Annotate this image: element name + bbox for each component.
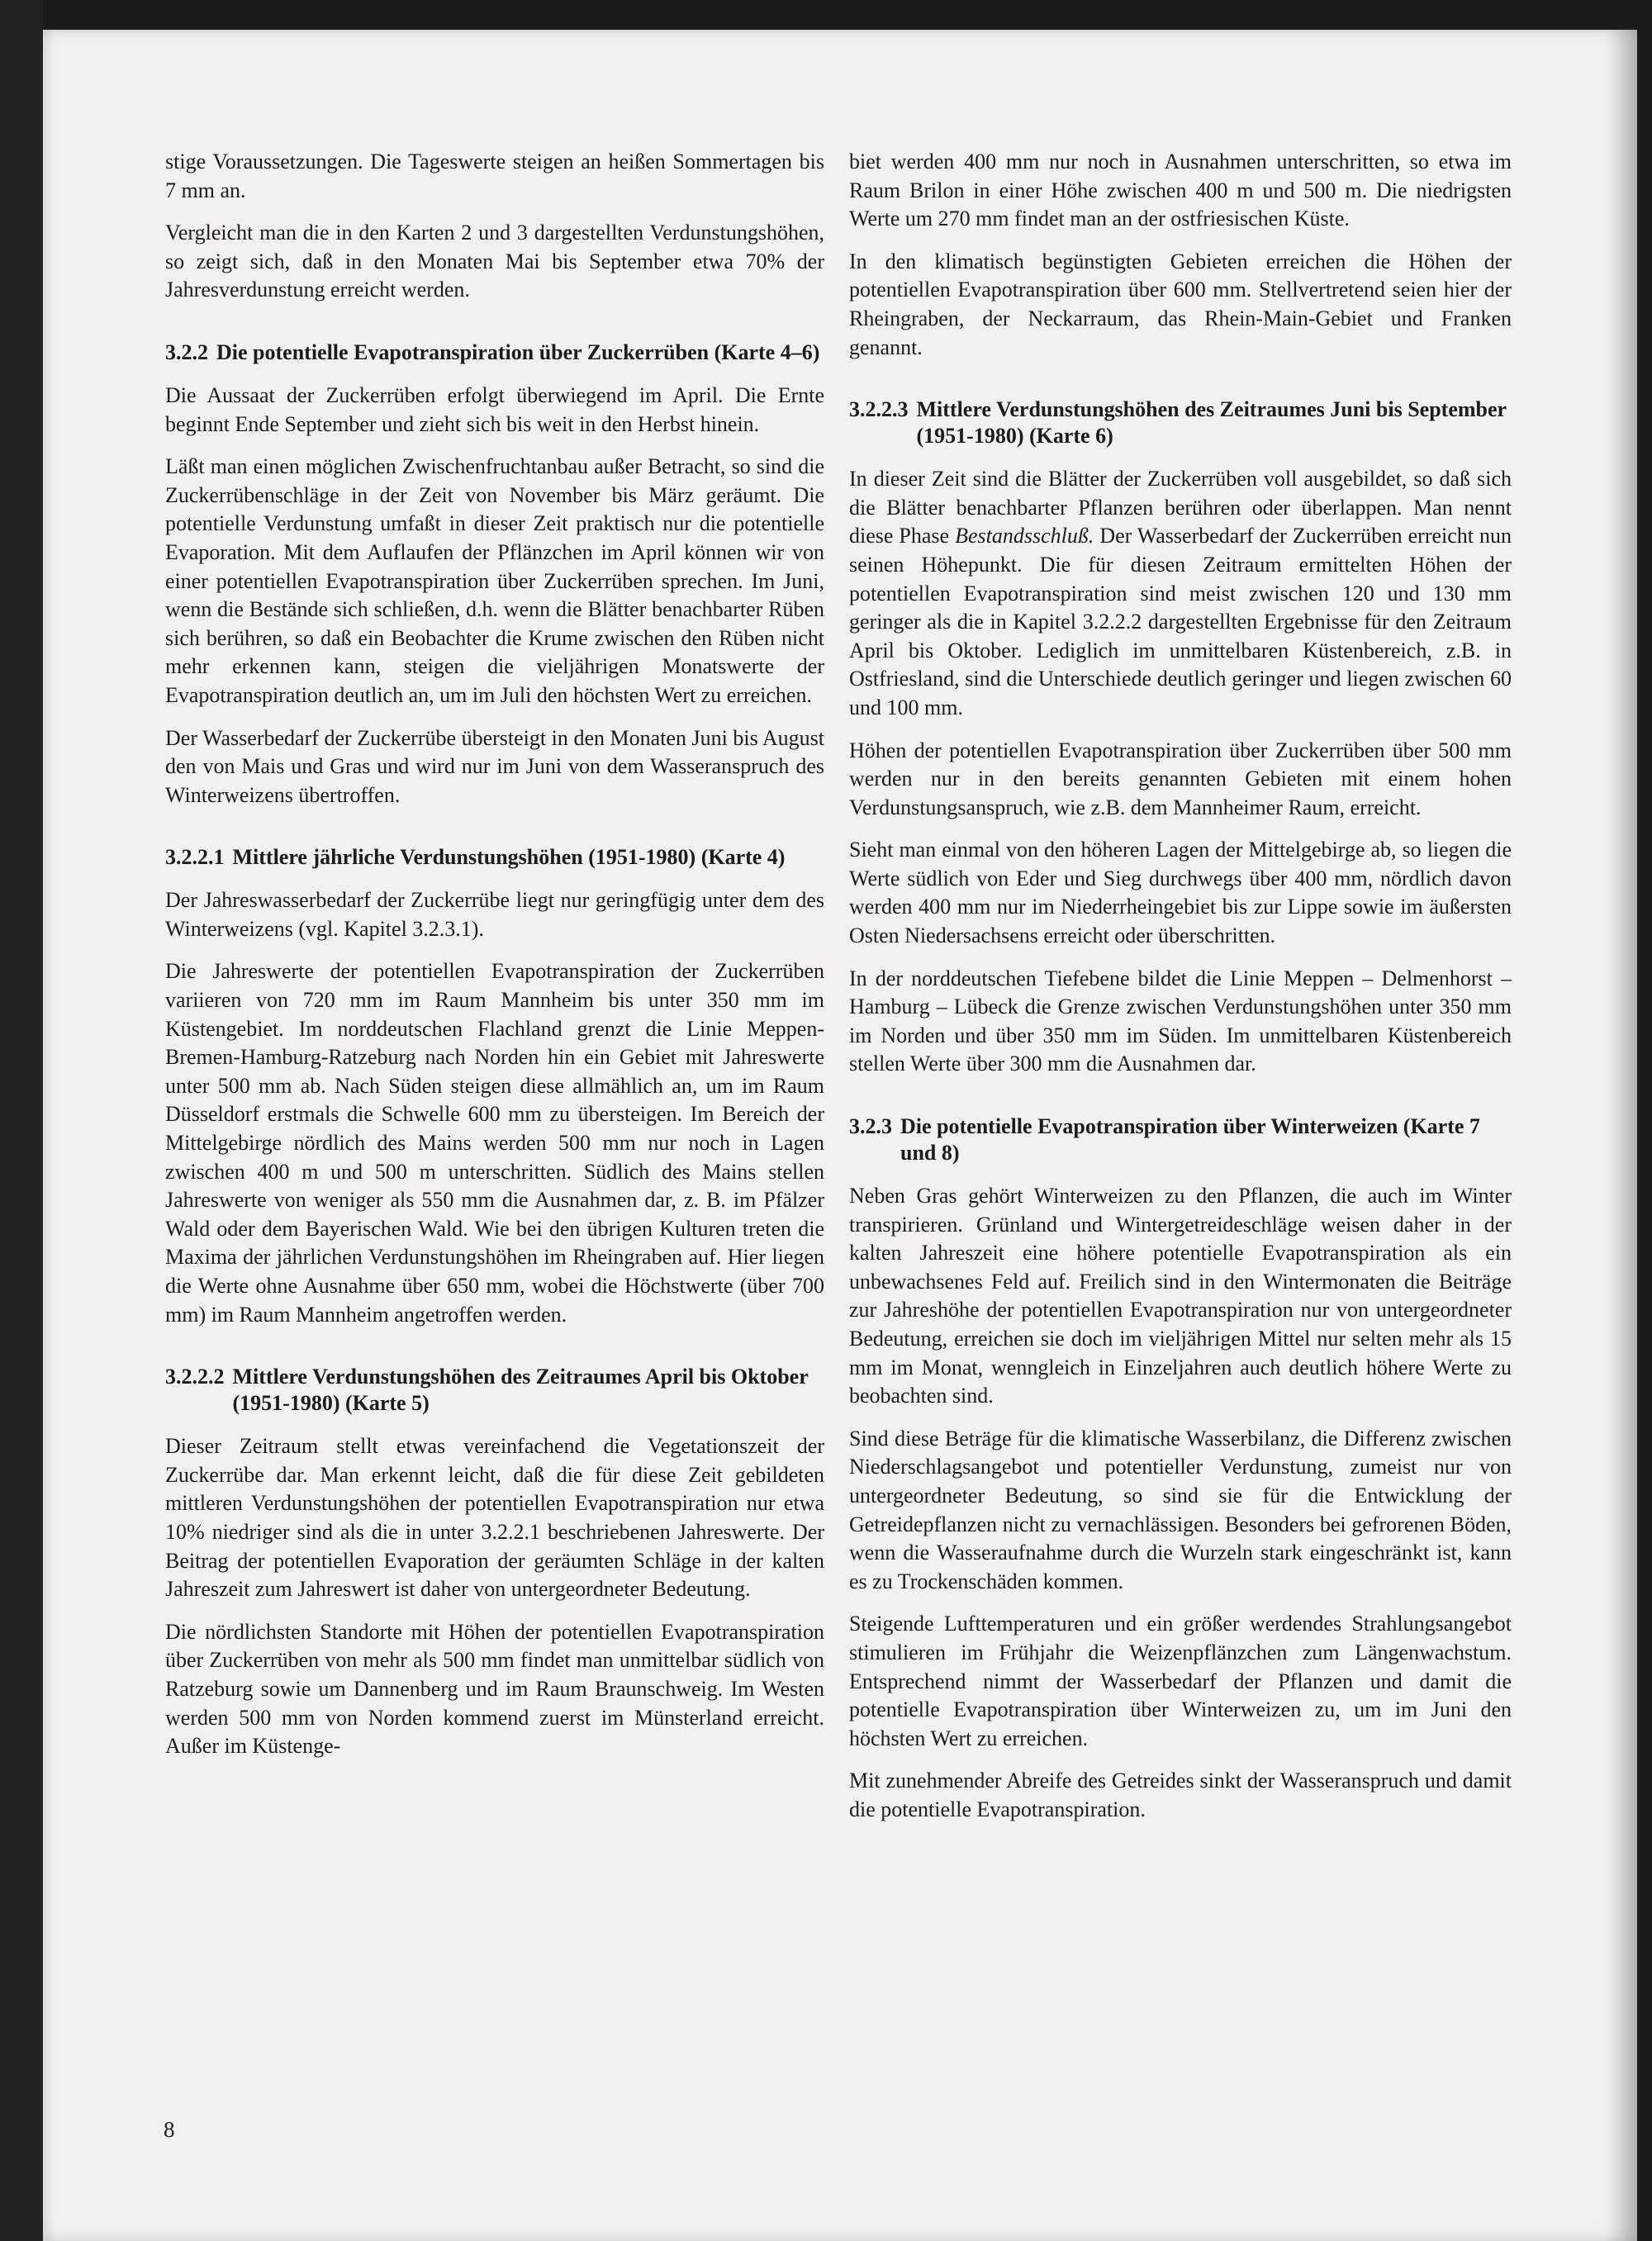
paragraph: Der Jahreswasserbedarf der Zuckerrübe liegt nur geringfügig unter dem des Winterweizens (vgl. Kapitel 3.2.3.1). <box>165 888 824 941</box>
section-title: Mittlere jährliche Verdunstungshöhen (1951-1980) (Karte 4) <box>232 845 786 870</box>
section-title: Mittlere Verdunstungshöhen des Zeitraumes Juni bis September (1951-1980) (Karte 6) <box>916 397 1507 449</box>
paragraph: In der norddeutschen Tiefebene bildet die Linie Meppen – Delmenhorst – Hamburg – Lübeck die Grenze zwischen Verdunstungshöhen unter 350 mm im Norden und über 350 mm im Süden. Im unmittelbaren Küstenbereich stellen Werte über 300 mm die Ausnahmen dar. <box>849 966 1512 1076</box>
paragraph: Neben Gras gehört Winterweizen zu den Pflanzen, die auch im Winter transpirieren. Grünland und Wintergetreideschläge weisen daher in der kalten Jahreszeit eine höhere potentielle Evapotranspiration als ein unbewachsenes Feld auf. Freilich sind in den Wintermonaten die Beiträge zur Jahreshöhe der potentiellen Evapotranspiration nur von untergeordneter Bedeutung, erreichen sie doch im vieljährigen Mittel nur selten mehr als 15 mm im Monat, wenngleich in Einzeljahren auch deutlich höhere Werte zu beobachten sind. <box>849 1184 1512 1408</box>
section-title: Mittlere Verdunstungshöhen des Zeitraumes April bis Oktober (1951-1980) (Karte 5) <box>232 1365 809 1416</box>
paragraph: Die nördlichsten Standorte mit Höhen der potentiellen Evapotranspiration über Zuckerrüben von mehr als 500 mm findet man unmittelbar südlich von Ratzeburg sowie um Dannenberg und im Raum Braunschweig. Im Westen werden 500 mm von Norden kommend zuerst im Münsterland erreicht. Außer im Küstenge- <box>165 1619 824 1759</box>
paragraph: Sind diese Beträge für die klimatische Wasserbilanz, die Differenz zwischen Niederschlagsangebot und potentieller Verdunstung, zumeist nur von untergeordneter Bedeutung, so sind sie für die Entwicklung der Getreidepflanzen nicht zu vernachlässigen. Besonders bei gefrorenen Böden, wenn die Wasseraufnahme durch die Wurzeln stark eingeschränkt ist, kann es zu Trockenschäden kommen. <box>849 1426 1512 1593</box>
text-run: Der Wasserbedarf der Zuckerrüben erreicht nun seinen Höhepunkt. Die für diesen Zeitraum ermittelten Höhen der potentiellen Evapotranspiration sind meist zwischen 120 und 130 mm geringer als die in Kapitel 3.2.2.2 dargestellten Ergebnisse für den Zeitraum April bis Oktober. Lediglich im unmittelbaren Küstenbereich, z.B. in Ostfriesland, sind die Unterschiede deutlich geringer und liegen zwischen 60 und 100 mm. <box>849 524 1512 719</box>
section-heading-3-2-2-3 <box>849 396 1512 449</box>
scan-background-top <box>0 0 1652 30</box>
paragraph: stige Voraussetzungen. Die Tageswerte steigen an heißen Sommertagen bis 7 mm an. <box>165 150 824 202</box>
paragraph: Der Wasserbedarf der Zuckerrübe übersteigt in den Monaten Juni bis August den von Mais und Gras und wird nur im Juni von dem Wasseranspruch des Winterweizens übertroffen. <box>165 725 824 807</box>
section-title: Die potentielle Evapotranspiration über Zuckerrüben (Karte 4–6) <box>216 339 820 364</box>
section-number: 3.2.2.3 <box>849 397 909 422</box>
left-column <box>165 148 824 1775</box>
paragraph: biet werden 400 mm nur noch in Ausnahmen unterschritten, so etwa im Raum Brilon in einer Höhe zwischen 400 m und 500 m. Die niedrigsten Werte um 270 mm findet man an der ostfriesischen Küste. <box>849 150 1512 231</box>
section-number: 3.2.3 <box>849 1114 892 1139</box>
section-heading-3-2-2-1 <box>165 844 824 871</box>
scan-background-left <box>0 0 43 2241</box>
section-number: 3.2.2.2 <box>165 1365 225 1389</box>
paragraph: Dieser Zeitraum stellt etwas vereinfachend die Vegetationszeit der Zuckerrübe dar. Man erkennt leicht, daß die für diese Zeit gebildeten mittleren Verdunstungshöhen der potentiellen Evapotranspiration nur etwa 10% niedriger sind als die in unter 3.2.2.1 beschriebenen Jahreswerte. Der Beitrag der potentiellen Evaporation der geräumten Schläge in der kalten Jahreszeit zum Jahreswert ist daher von untergeordneter Bedeutung. <box>165 1434 824 1602</box>
paragraph: In den klimatisch begünstigten Gebieten erreichen die Höhen der potentiellen Evapotranspiration über 600 mm. Stellvertretend seien hier der Rheingraben, der Neckarraum, das Rhein-Main-Gebiet und Franken genannt. <box>849 249 1512 359</box>
page-number: 8 <box>164 2117 175 2142</box>
paragraph: Mit zunehmender Abreife des Getreides sinkt der Wasseranspruch und damit die potentielle Evapotranspiration. <box>849 1769 1512 1821</box>
paragraph <box>849 465 1512 722</box>
section-heading-3-2-2 <box>165 339 824 366</box>
section-heading-3-2-2-2 <box>165 1364 824 1417</box>
paragraph: Steigende Lufttemperaturen und ein größer werdendes Strahlungsangebot stimulieren im Frühjahr die Weizenpflänzchen zum Längenwachstum. Entsprechend nimmt der Wasserbedarf der Pflanzen und damit die potentielle Evapotranspiration über Winterweizen zu, um im Juni den höchsten Wert zu erreichen. <box>849 1612 1512 1750</box>
paragraph: Sieht man einmal von den höheren Lagen der Mittelgebirge ab, so liegen die Werte südlich von Eder und Sieg durchwegs über 400 mm, nördlich davon werden 400 mm nur im Niederrheingebiet bis zur Lippe sowie im äußersten Osten Niedersachsens erreicht oder überschritten. <box>849 838 1512 948</box>
text-run: In dieser Zeit sind die Blätter der Zuckerrüben voll ausgebildet, so daß sich die Blätter benachbarter Pflanzen berühren oder überlappen. Man nennt diese Phase <box>849 467 1512 548</box>
paragraph: Die Jahreswerte der potentiellen Evapotranspiration der Zuckerrüben variieren von 720 mm im Raum Mannheim bis unter 350 mm im Küstengebiet. Im norddeutschen Flachland grenzt die Linie Meppen-Bremen-Hamburg-Ratzeburg nach Norden hin ein Gebiet mit Jahreswerte unter 500 mm ab. Nach Süden steigen diese allmählich an, um im Raum Düsseldorf erstmals die Schwelle 600 mm zu übersteigen. Im Bereich der Mittelgebirge nördlich des Mains werden 500 mm nur noch in Lagen zwischen 400 m und 500 m unterschritten. Südlich des Mains stellen Jahreswerte von weniger als 550 mm die Ausnahmen dar, z. B. im Pfälzer Wald oder dem Bayerischen Wald. Wie bei den übrigen Kulturen treten die Maxima der jährlichen Verdunstungshöhen im Rheingraben auf. Hier liegen die Werte ohne Ausnahme über 650 mm, wobei die Höchstwerte (über 700 mm) im Raum Mannheim angetroffen werden. <box>165 959 824 1327</box>
paragraph: Vergleicht man die in den Karten 2 und 3 dargestellten Verdunstungshöhen, so zeigt sich, daß in den Monaten Mai bis September etwa 70% der Jahresverdunstung erreicht werden. <box>165 221 824 302</box>
section-number: 3.2.2 <box>165 339 208 364</box>
section-heading-3-2-3 <box>849 1113 1512 1166</box>
section-title: Die potentielle Evapotranspiration über Winterweizen (Karte 7 und 8) <box>900 1114 1480 1166</box>
paragraph: Höhen der potentiellen Evapotranspiration über Zuckerrüben über 500 mm werden nur in den bereits genannten Gebieten mit einem hohen Verdunstungsanspruch, wie z.B. dem Mannheimer Raum, erreicht. <box>849 738 1512 819</box>
scan-background-right <box>1637 0 1652 2241</box>
right-column <box>849 148 1512 1839</box>
section-number: 3.2.2.1 <box>165 845 225 870</box>
emphasis-term: Bestandsschluß. <box>955 524 1094 548</box>
spine-shadow <box>1604 30 1637 2241</box>
paragraph: Die Aussaat der Zuckerrüben erfolgt überwiegend im April. Die Ernte beginnt Ende September und zieht sich bis weit in den Herbst hinein. <box>165 382 824 436</box>
paragraph: Läßt man einen möglichen Zwischenfruchtanbau außer Betracht, so sind die Zuckerrübenschläge in der Zeit von November bis März geräumt. Die potentielle Verdunstung umfaßt in dieser Zeit praktisch nur die potentielle Evaporation. Mit dem Auflaufen der Pflänzchen im April können wir von einer potentiellen Evapotranspiration über Zuckerrüben sprechen. Im Juni, wenn die Bestände sich schließen, d.h. wenn die Blätter benachbarter Rüben sich berühren, so daß ein Beobachter die Krume zwischen den Rüben nicht mehr erkennen kann, steigen die vieljährigen Monatswerte der Evapotranspiration deutlich an, um im Juli den höchsten Wert zu erreichen. <box>165 454 824 707</box>
